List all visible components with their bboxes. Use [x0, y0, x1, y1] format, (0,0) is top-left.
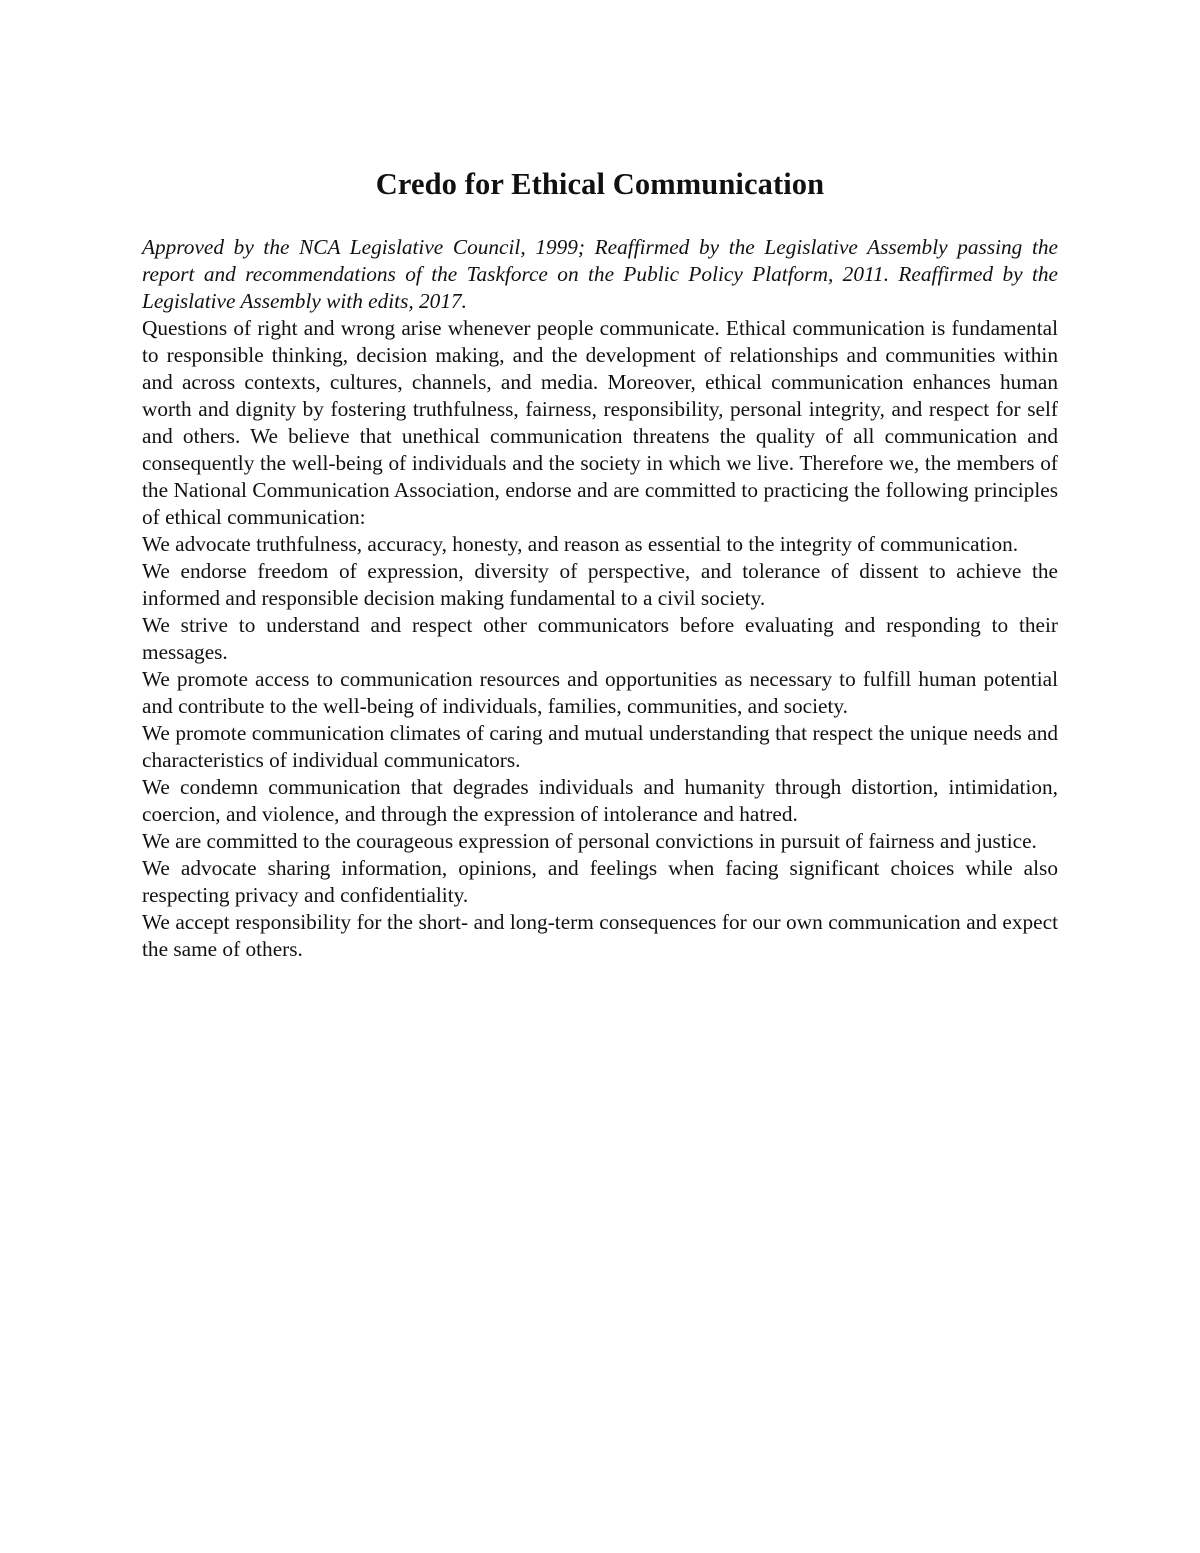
principle-paragraph: We are committed to the courageous expression of personal convictions in pursuit of fairness and justice.	[142, 829, 1037, 853]
document-page	[142, 166, 1058, 963]
document-title: Credo for Ethical Communication	[375, 167, 825, 201]
principle-paragraph: We promote access to communication resources and opportunities as necessary to fulfill human potential and contribute to the well-being of individuals, families, communities, and society.	[142, 667, 1058, 718]
principle-paragraph: We accept responsibility for the short- and long-term consequences for our own communication and expect the same of others.	[142, 910, 1058, 961]
principle-paragraph: We endorse freedom of expression, diversity of perspective, and tolerance of dissent to achieve the informed and responsible decision making fundamental to a civil society.	[142, 559, 1058, 610]
intro-paragraph: Questions of right and wrong arise whenever people communicate. Ethical communication is fundamental to responsible thinking, decision making, and the development of relationships and communities within and across contexts, cultures, channels, and media. Moreover, ethical communication enhances human worth and dignity by fostering truthfulness, fairness, responsibility, personal integrity, and respect for self and others. We believe that unethical communication threatens the quality of all communication and consequently the well-being of individuals and the society in which we live. Therefore we, the members of the National Communication Association, endorse and are committed to practicing the following principles of ethical communication:	[142, 316, 1058, 529]
principle-paragraph: We promote communication climates of caring and mutual understanding that respect the unique needs and characteristics of individual communicators.	[142, 721, 1058, 772]
principle-paragraph: We advocate truthfulness, accuracy, honesty, and reason as essential to the integrity of communication.	[142, 532, 1019, 556]
principle-paragraph: We advocate sharing information, opinions, and feelings when facing significant choices while also respecting privacy and confidentiality.	[142, 856, 1058, 907]
principle-paragraph: We condemn communication that degrades individuals and humanity through distortion, intimidation, coercion, and violence, and through the expression of intolerance and hatred.	[142, 775, 1058, 826]
principle-paragraph: We strive to understand and respect other communicators before evaluating and responding to their messages.	[142, 613, 1058, 664]
approval-note: Approved by the NCA Legislative Council, 1999; Reaffirmed by the Legislative Assembly passing the report and recommendations of the Taskforce on the Public Policy Platform, 2011. Reaffirmed by the Legislative Assembly with edits, 2017.	[142, 235, 1058, 313]
